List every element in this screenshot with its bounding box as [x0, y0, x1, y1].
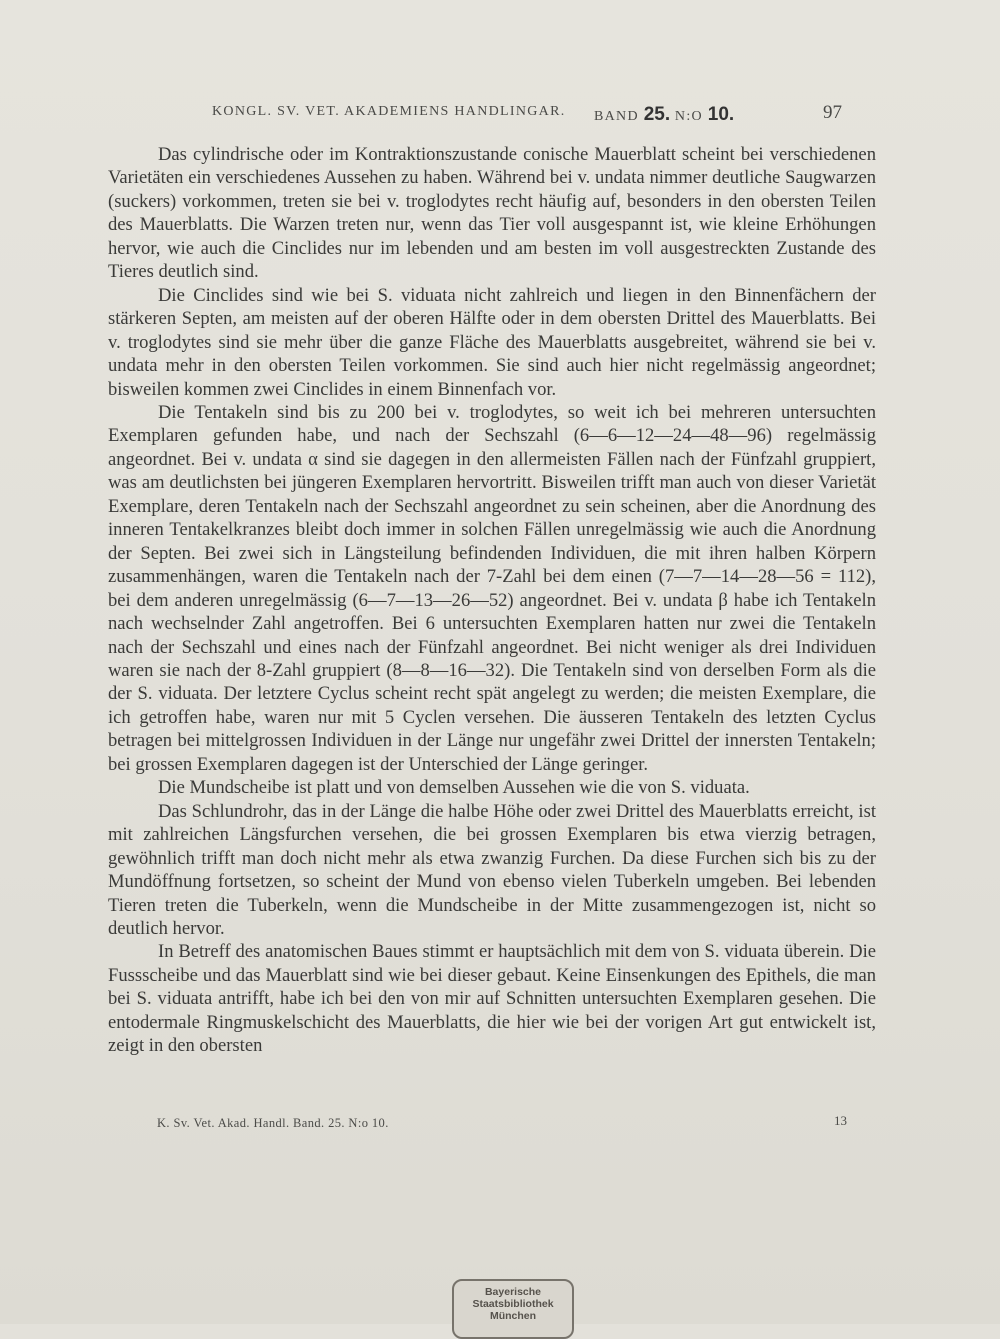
paragraph: Die Tentakeln sind bis zu 200 bei v. troglodytes, so weit ich bei mehreren untersuchten Exemplaren gefunden habe, und nach der Sechszahl (6—6—12—24—48—96) regelmässig angeordnet. Bei v. undata α sind sie dagegen in den allermeisten Fällen nach der Fünfzahl gruppiert, was am deutlichsten bei jüngeren Exemplaren hervortritt. Bisweilen trifft man auch von dieser Varietät Exemplare, deren Tentakeln nach der Sechszahl angeordnet zu sein scheinen, aber die Anordnung des inneren Tentakelkranzes bleibt doch immer in solchen Fällen unregelmässig wie auch die Anordnung der Septen. Bei zwei sich in Längsteilung befindenden Individuen, die mit ihren halben Körpern zusammenhängen, waren die Tentakeln nach der 7-Zahl bei dem einen (7—7—14—28—56 = 112), bei dem anderen unregelmässig (6—7—13—26—52) angeordnet. Bei v. undata β habe ich Tentakeln nach wechselnder Zahl angetroffen. Bei 6 untersuchten Exemplaren hatten nur zwei die Tentakeln nach der Sechszahl und eines nach der Fünfzahl angeordnet. Bei nicht weniger als drei Individuen waren sie nach der 8-Zahl gruppiert (8—8—16—32). Die Tentakeln sind von derselben Form als die der S. viduata. Der letztere Cyclus scheint recht spät angelegt zu werden; die meisten Exemplare, die ich getroffen habe, waren nur mit 5 Cyclen versehen. Die äusseren Tentakeln des letzten Cyclus betragen bei mittelgrossen Individuen in der Länge nur ungefähr zwei Drittel der innersten Tentakeln; bei grossen Exemplaren dagegen ist der Unterschied der Länge geringer.: [108, 401, 876, 775]
running-title: KONGL. SV. VET. AKADEMIENS HANDLINGAR.: [212, 104, 566, 119]
paragraph: In Betreff des anatomischen Baues stimmt er hauptsächlich mit dem von S. viduata überein. Die Fussscheibe und das Mauerblatt sind wie bei dieser gebaut. Keine Einsenkungen des Epithels, die man bei S. viduata antrifft, habe ich bei den von mir auf Schnitten untersuchten Exemplaren gesehen. Die entodermale Ringmuskelschicht des Mauerblatts, die hier wie bei der vorigen Art gut entwickelt ist, zeigt in den obersten: [108, 941, 876, 1057]
stamp-line: Staatsbibliothek: [472, 1298, 554, 1310]
issue-number: 10.: [707, 104, 735, 125]
page-footer: [157, 1113, 847, 1136]
band-label: BAND: [594, 109, 639, 124]
paragraph: Das cylindrische oder im Kontraktionszustande conische Mauerblatt scheint bei verschiedenen Varietäten ein verschiedenes Aussehen zu haben. Während bei v. undata nimmer deutliche Saugwarzen (suckers) vorkommen, treten sie bei v. troglodytes recht häufig auf, besonders in den obersten Teilen des Mauerblatts. Die Warzen treten nur, wenn das Tier voll ausgespannt ist, wie kleine Erhöhungen hervor, wie auch die Cinclides nur im lebenden und am besten im voll ausgestreckten Zustande des Tieres deutlich sind.: [108, 144, 876, 283]
number-label: N:O: [674, 109, 703, 124]
band-number: 25.: [643, 104, 671, 125]
running-header: [212, 100, 842, 124]
footer-credit: K. Sv. Vet. Akad. Handl. Band. 25. N:o 10.: [157, 1116, 389, 1130]
paragraph: Das Schlundrohr, das in der Länge die halbe Höhe oder zwei Drittel des Mauerblatts erreicht, ist mit zahlreichen Längsfurchen versehen, die bei grossen Exemplaren bis etwa vierzig betragen, gewöhnlich trifft man doch nicht mehr als etwa zwanzig Furchen. Da diese Furchen sich bis zu der Mundöffnung fortsetzen, so scheint der Mund von ebenso vielen Tuberkeln umgeben. Bei lebenden Tieren treten die Tuberkeln, wenn die Mundscheibe in der Mitte zusammengezogen ist, nicht so deutlich hervor.: [108, 800, 876, 939]
stamp-line: Bayerische: [484, 1286, 542, 1298]
body-text: [108, 143, 876, 1058]
paragraph: Die Mundscheibe ist platt und von demselben Aussehen wie die von S. viduata.: [158, 777, 750, 799]
paragraph: Die Cinclides sind wie bei S. viduata nicht zahlreich und liegen in den Binnenfächern der stärkeren Septen, am meisten auf der oberen Hälfte oder in dem obersten Drittel des Mauerblatts. Bei v. troglodytes sind sie mehr über die ganze Fläche des Mauerblatts ausgebreitet, während sie bei v. undata mehr in den obersten Teilen vorkommen. Sie sind auch hier nicht regelmässig angeordnet; bisweilen kommen zwei Cinclides in einem Binnenfach vor.: [108, 284, 876, 400]
signature-mark: 13: [834, 1113, 847, 1128]
page-number: 97: [823, 102, 842, 123]
library-stamp: [452, 1279, 574, 1339]
volume-info: [594, 104, 734, 126]
stamp-line: München: [489, 1310, 537, 1322]
